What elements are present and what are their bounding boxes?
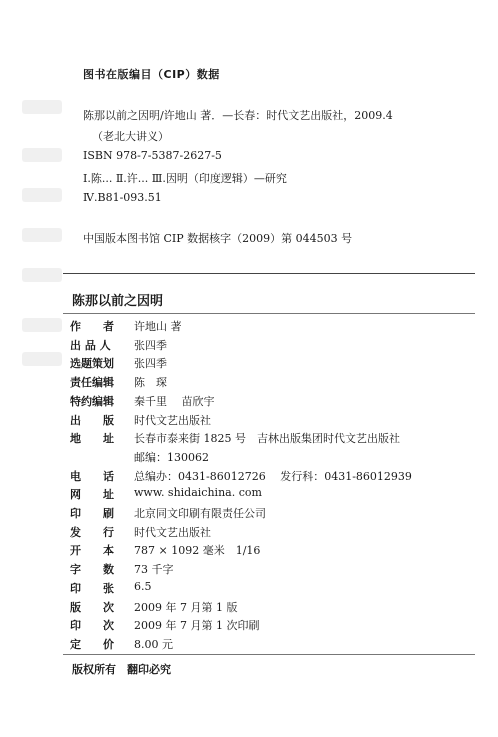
cip-classification-line: Ⅳ.B81-093.51 [83, 191, 162, 204]
cip-record-number: 中国版本图书馆 CIP 数据核字（2009）第 044503 号 [83, 232, 353, 245]
info-value: 时代文艺出版社 [134, 525, 211, 539]
info-label: 字 数 [70, 563, 114, 577]
info-value: www. shidaichina. com [134, 486, 262, 500]
info-label: 出 品 人 [70, 338, 111, 352]
info-label: 出 版 [70, 413, 114, 427]
info-label: 选题策划 [70, 357, 114, 371]
info-value: 陈 琛 [134, 376, 167, 390]
info-label: 责任编辑 [70, 376, 114, 390]
book-title: 陈那以前之因明 [72, 294, 164, 309]
info-label: 作 者 [70, 320, 114, 333]
info-value: 2009 年 7 月第 1 版 [134, 600, 238, 614]
bleed-through-mark [22, 188, 62, 202]
info-label: 印 张 [70, 581, 114, 595]
info-label: 印 刷 [70, 507, 114, 520]
cip-title-line: 陈那以前之因明/许地山 著．—长春：时代文艺出版社，2009.4 [83, 109, 393, 122]
cip-series-line: （老北大讲义） [92, 130, 169, 143]
info-label: 印 次 [70, 619, 114, 633]
cip-heading: 图书在版编目（CIP）数据 [83, 68, 220, 81]
info-value: 北京同文印刷有限责任公司 [134, 507, 266, 520]
bleed-through-mark [22, 228, 62, 242]
bleed-through-mark [22, 352, 62, 366]
bleed-through-mark [22, 318, 62, 332]
info-value: 2009 年 7 月第 1 次印刷 [134, 619, 260, 633]
info-label: 版 次 [70, 600, 114, 614]
info-value: 许地山 著 [134, 320, 182, 333]
cip-subject-line: Ⅰ.陈... Ⅱ.许... Ⅲ.因明（印度逻辑）—研究 [83, 172, 287, 185]
info-value: 73 千字 [134, 563, 174, 577]
section-divider [63, 273, 475, 274]
info-value: 张四季 [134, 338, 167, 352]
info-value: 长春市泰来街 1825 号 吉林出版集团时代文艺出版社 [134, 432, 400, 446]
info-value: 张四季 [134, 357, 167, 371]
info-label: 特约编辑 [70, 394, 114, 408]
bleed-through-mark [22, 100, 62, 114]
info-value: 邮编：130062 [134, 450, 209, 464]
cip-isbn-line: ISBN 978-7-5387-2627-5 [83, 149, 222, 162]
info-value: 总编办：0431-86012726 发行科：0431-86012939 [134, 469, 412, 483]
info-value: 秦千里 苗欣宇 [134, 394, 215, 408]
info-value: 6.5 [134, 579, 152, 593]
info-label: 发 行 [70, 525, 114, 539]
info-label: 电 话 [70, 469, 114, 483]
info-label: 网 址 [70, 488, 114, 502]
info-bottom-rule [63, 654, 475, 655]
info-value: 8.00 元 [134, 637, 173, 651]
info-label: 地 址 [70, 432, 114, 446]
info-value: 时代文艺出版社 [134, 413, 211, 427]
title-underline [63, 313, 475, 314]
info-label: 定 价 [70, 637, 114, 651]
copyright-notice: 版权所有 翻印必究 [72, 663, 171, 676]
bleed-through-mark [22, 268, 62, 282]
info-value: 787 × 1092 毫米 1/16 [134, 544, 261, 558]
info-label: 开 本 [70, 544, 114, 558]
bleed-through-mark [22, 148, 62, 162]
